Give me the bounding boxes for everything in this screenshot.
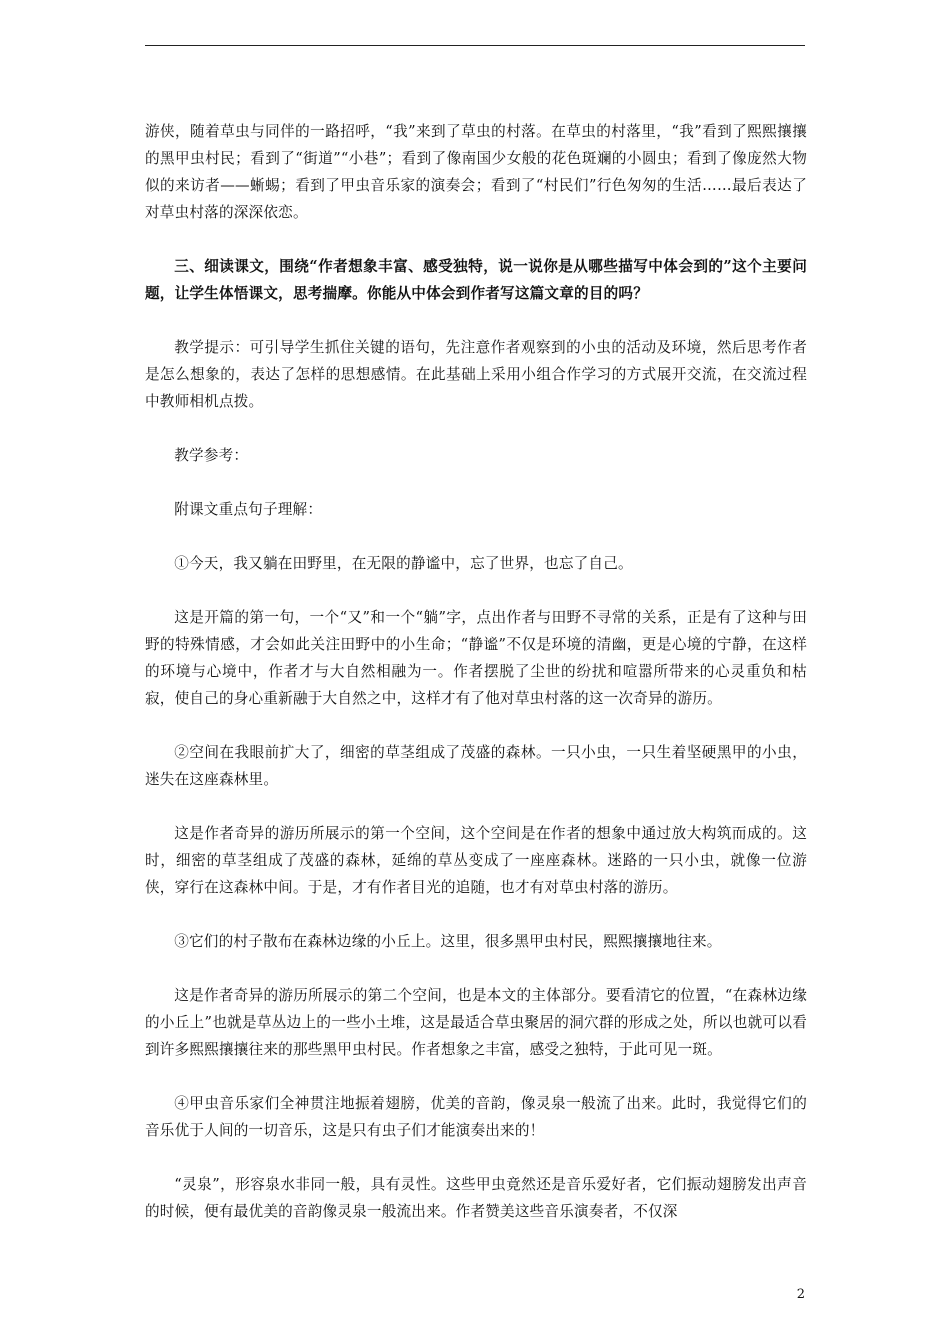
document-body: [145, 118, 807, 1252]
quote-sentence-4: ④甲虫音乐家们全神贯注地振着翅膀，优美的音韵，像灵泉一般流了出来。此时，我觉得它们的音乐优于人间的一切音乐，这是只有虫子们才能演奏出来的！: [145, 1095, 807, 1139]
page-number: 2: [796, 1287, 805, 1302]
teaching-reference-label: 教学参考：: [174, 447, 249, 464]
header-rule: [145, 45, 805, 46]
quote-sentence-1: ①今天，我又躺在田野里，在无限的静谧中，忘了世界，也忘了自己。: [174, 555, 633, 572]
explanation-4: “灵泉”，形容泉水非同一般，具有灵性。这些甲虫竟然还是音乐爱好者，它们振动翅膀发出声音的时候，便有最优美的音韵像灵泉一般流出来。作者赞美这些音乐演奏者，不仅深: [145, 1176, 807, 1220]
quote-sentence-2: ②空间在我眼前扩大了，细密的草茎组成了茂盛的森林。一只小虫，一只生着坚硬黑甲的小虫，迷失在这座森林里。: [145, 744, 807, 788]
explanation-1: 这是开篇的第一句，一个“又”和一个“躺”字，点出作者与田野不寻常的关系，正是有了这种与田野的特殊情感，才会如此关注田野中的小生命；“静谧”不仅是环境的清幽，更是心境的宁静，在这样的环境与心境中，作者才与大自然相融为一。作者摆脱了尘世的纷扰和喧嚣所带来的心灵重负和枯寂，使自己的身心重新融于大自然之中，这样才有了他对草虫村落的这一次奇异的游历。: [145, 609, 807, 707]
explanation-2: 这是作者奇异的游历所展示的第一个空间，这个空间是在作者的想象中通过放大构筑而成的。这时，细密的草茎组成了茂盛的森林，延绵的草丛变成了一座座森林。迷路的一只小虫，就像一位游侠，穿行在这森林中间。于是，才有作者目光的追随，也才有对草虫村落的游历。: [145, 825, 807, 896]
quote-sentence-3: ③它们的村子散布在森林边缘的小丘上。这里，很多黑甲虫村民，熙熙攘攘地往来。: [174, 933, 722, 950]
section-heading-three: 三、细读课文，围绕“作者想象丰富、感受独特，说一说你是从哪些描写中体会到的”这个主要问题，让学生体悟课文，思考揣摩。你能从中体会到作者写这篇文章的目的吗？: [145, 258, 807, 302]
key-sentences-label: 附课文重点句子理解：: [174, 501, 323, 518]
teaching-tip: 教学提示：可引导学生抓住关键的语句，先注意作者观察到的小虫的活动及环境，然后思考作者是怎么想象的，表达了怎样的思想感情。在此基础上采用小组合作学习的方式展开交流，在交流过程中教师相机点拨。: [145, 339, 807, 410]
explanation-3: 这是作者奇异的游历所展示的第二个空间，也是本文的主体部分。要看清它的位置，“在森林边缘的小丘上”也就是草丛边上的一些小土堆，这是最适合草虫聚居的洞穴群的形成之处，所以也就可以看到许多熙熙攘攘往来的那些黑甲虫村民。作者想象之丰富，感受之独特，于此可见一斑。: [145, 987, 807, 1058]
paragraph-intro-continuation: 游侠，随着草虫与同伴的一路招呼，“我”来到了草虫的村落。在草虫的村落里，“我”看到了熙熙攘攘的黑甲虫村民；看到了“街道”“小巷”；看到了像南国少女般的花色斑斓的小圆虫；看到了像庞然大物似的来访者——蜥蜴；看到了甲虫音乐家的演奏会；看到了“村民们”行色匆匆的生活……最后表达了对草虫村落的深深依恋。: [145, 123, 807, 221]
